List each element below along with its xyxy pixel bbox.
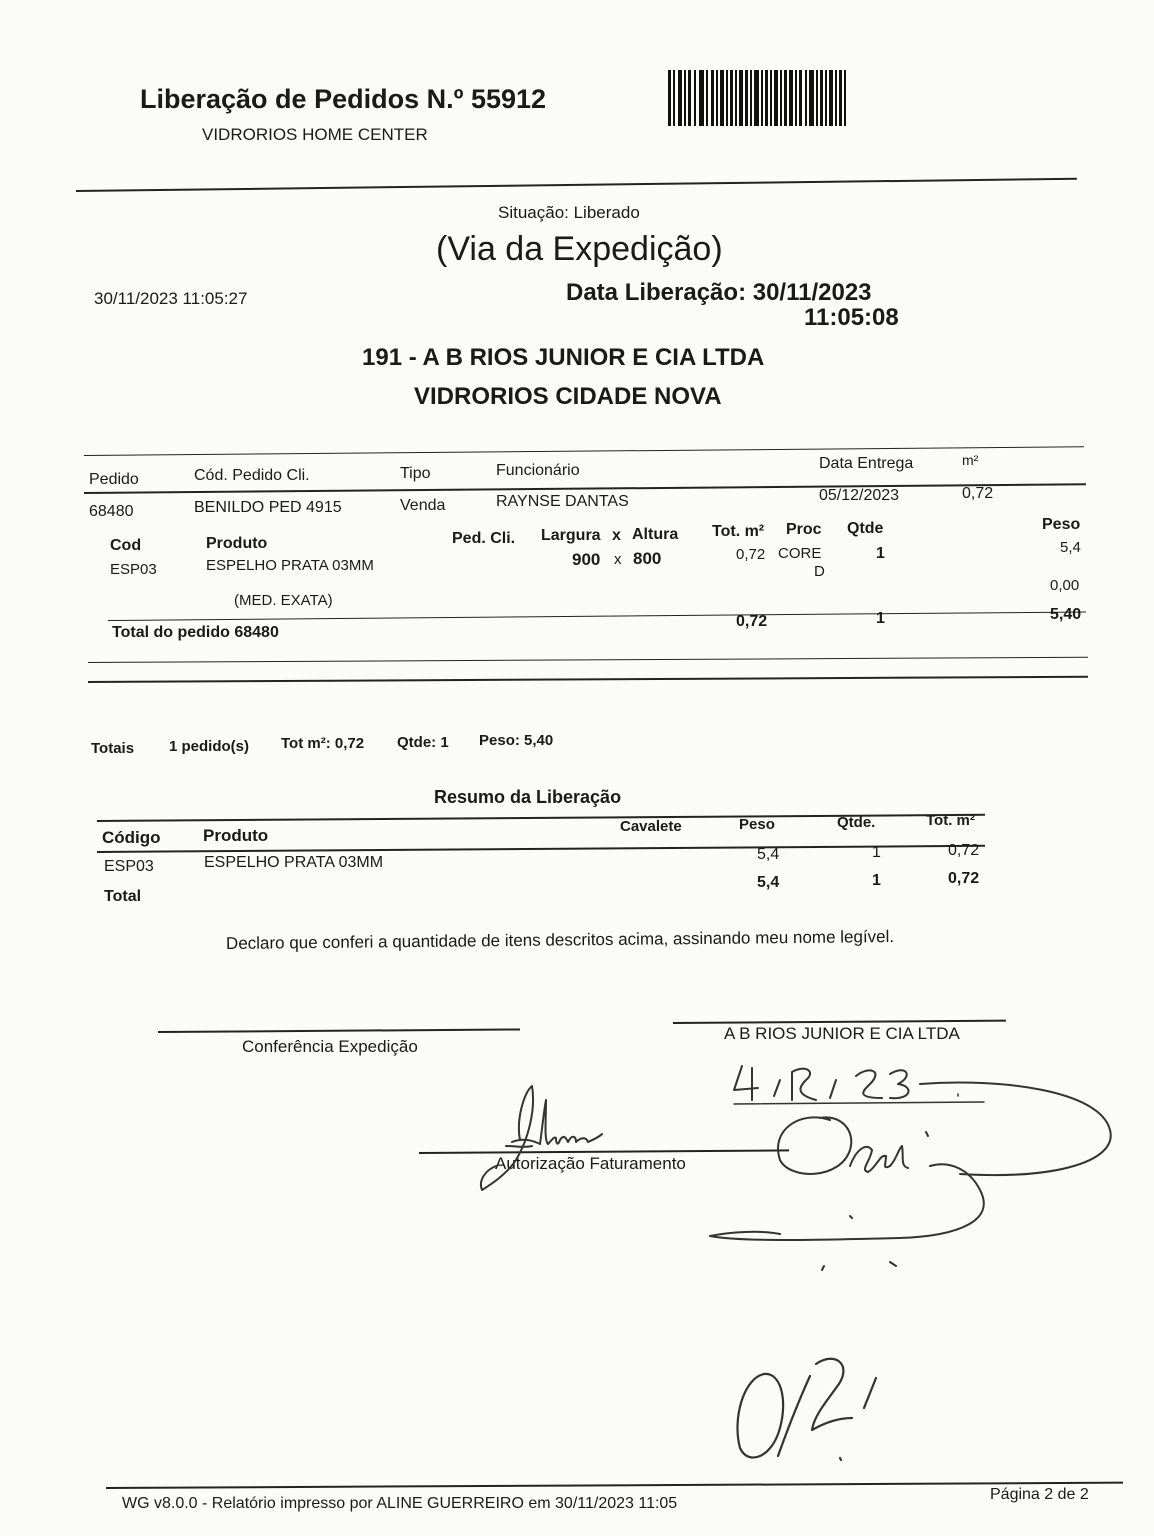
summary-col-peso: Peso (739, 816, 775, 833)
item-col-qtde: Qtde (847, 520, 884, 537)
col-data-entrega: Data Entrega (819, 455, 914, 472)
order-block-rule-1 (88, 657, 1088, 663)
order-total-rule (108, 611, 1086, 621)
company-signature (700, 1070, 1120, 1280)
item-peso: 5,4 (1060, 539, 1081, 556)
summary-header-rule (97, 845, 985, 853)
barcode (668, 70, 846, 126)
item-x: x (614, 551, 622, 568)
item-cod: ESP03 (110, 561, 157, 578)
release-date-value: 30/11/2023 (752, 279, 872, 306)
summary-row-tot-m2: 0,72 (948, 842, 980, 859)
company-name: VIDRORIOS HOME CENTER (202, 125, 428, 144)
item-col-ped-cli: Ped. Cli. (452, 530, 516, 547)
totals-qtde: Qtde: 1 (397, 734, 449, 751)
col-cod-pedido-cli: Cód. Pedido Cli. (194, 467, 310, 484)
summary-total-tot-m2: 0,72 (948, 870, 980, 887)
summary-row-codigo: ESP03 (104, 858, 154, 875)
conferencia-signature-line (158, 1028, 520, 1033)
summary-total-label: Total (104, 888, 142, 905)
client-store: VIDRORIOS CIDADE NOVA (414, 383, 722, 410)
header-divider (76, 178, 1077, 192)
item-col-peso: Peso (1042, 516, 1081, 533)
item-tot-m2: 0,72 (736, 546, 766, 563)
printed-timestamp: 30/11/2023 11:05:27 (94, 289, 248, 308)
item-largura: 900 (572, 550, 601, 569)
release-label: Data Liberação: (566, 279, 747, 306)
totals-tot-m2: Tot m²: 0,72 (281, 735, 365, 752)
report-title: Liberação de Pedidos N.º 55912 (140, 84, 547, 114)
totals-peso: Peso: 5,40 (479, 732, 554, 749)
aline-signature (476, 1080, 616, 1195)
item-col-tot-m2: Tot. m² (712, 523, 765, 540)
status-text: Situação: Liberado (498, 203, 640, 222)
release-date (566, 279, 872, 307)
summary-col-cavalete: Cavalete (620, 818, 682, 835)
order-m2: 0,72 (962, 485, 994, 502)
order-pedido: 68480 (89, 503, 134, 520)
item-col-proc: Proc (786, 521, 822, 538)
totals-pedidos: 1 pedido(s) (169, 738, 250, 755)
col-m2: m² (962, 452, 979, 468)
item-peso-extra: 0,00 (1050, 577, 1080, 594)
autorizacao-label: Autorização Faturamento (495, 1154, 686, 1173)
company-signature-label: A B RIOS JUNIOR E CIA LTDA (724, 1024, 960, 1043)
summary-row-peso: 5,4 (757, 846, 780, 863)
totals-label: Totais (91, 740, 135, 757)
order-total-qtde: 1 (876, 610, 885, 627)
summary-total-peso: 5,4 (757, 874, 780, 891)
summary-row-produto: ESPELHO PRATA 03MM (204, 854, 384, 871)
col-pedido: Pedido (89, 471, 139, 488)
col-tipo: Tipo (400, 465, 431, 482)
item-qtde: 1 (876, 545, 885, 562)
handwritten-note (728, 1348, 888, 1468)
order-total-m2: 0,72 (736, 613, 768, 630)
order-cod-pedido-cli: BENILDO PED 4915 (194, 499, 342, 516)
item-col-largura: Largura (541, 527, 601, 544)
item-altura: 800 (633, 549, 662, 568)
order-funcionario: RAYNSE DANTAS (496, 493, 629, 510)
footer-rule (106, 1482, 1123, 1489)
item-produto: ESPELHO PRATA 03MM (206, 557, 374, 574)
col-funcionario: Funcionário (496, 462, 580, 479)
order-data-entrega: 05/12/2023 (819, 487, 900, 504)
via-label: (Via da Expedição) (436, 230, 723, 268)
order-tipo: Venda (400, 497, 446, 514)
item-col-produto: Produto (206, 535, 268, 552)
release-time: 11:05:08 (804, 304, 899, 331)
item-col-altura: Altura (632, 526, 679, 543)
item-proc-line2: D (814, 563, 825, 580)
summary-title: Resumo da Liberação (434, 787, 622, 807)
summary-col-produto: Produto (203, 826, 269, 845)
declaration-text: Declaro que conferi a quantidade de itens descritos acima, assinando meu nome legível. (225, 927, 895, 953)
item-col-cod: Cod (110, 537, 142, 554)
item-col-x: x (612, 527, 621, 544)
order-block-rule-2 (88, 676, 1088, 683)
footer-printed-by: WG v8.0.0 - Relatório impresso por ALINE GUERREIRO em 30/11/2023 11:05 (122, 1495, 678, 1512)
order-table-top-rule (84, 446, 1084, 456)
summary-row-qtde: 1 (872, 844, 881, 861)
item-proc-line1: CORE (778, 545, 822, 562)
client-name: 191 - A B RIOS JUNIOR E CIA LTDA (362, 344, 765, 371)
summary-col-qtde: Qtde. (837, 814, 876, 831)
footer-page-number: Página 2 de 2 (990, 1486, 1089, 1503)
summary-total-qtde: 1 (872, 872, 881, 889)
order-total-peso: 5,40 (1050, 606, 1082, 623)
summary-col-tot-m2: Tot. m² (926, 812, 975, 829)
summary-col-codigo: Código (102, 828, 161, 847)
conferencia-label: Conferência Expedição (242, 1037, 418, 1056)
order-total-label: Total do pedido 68480 (112, 624, 279, 641)
item-note: (MED. EXATA) (234, 592, 333, 609)
